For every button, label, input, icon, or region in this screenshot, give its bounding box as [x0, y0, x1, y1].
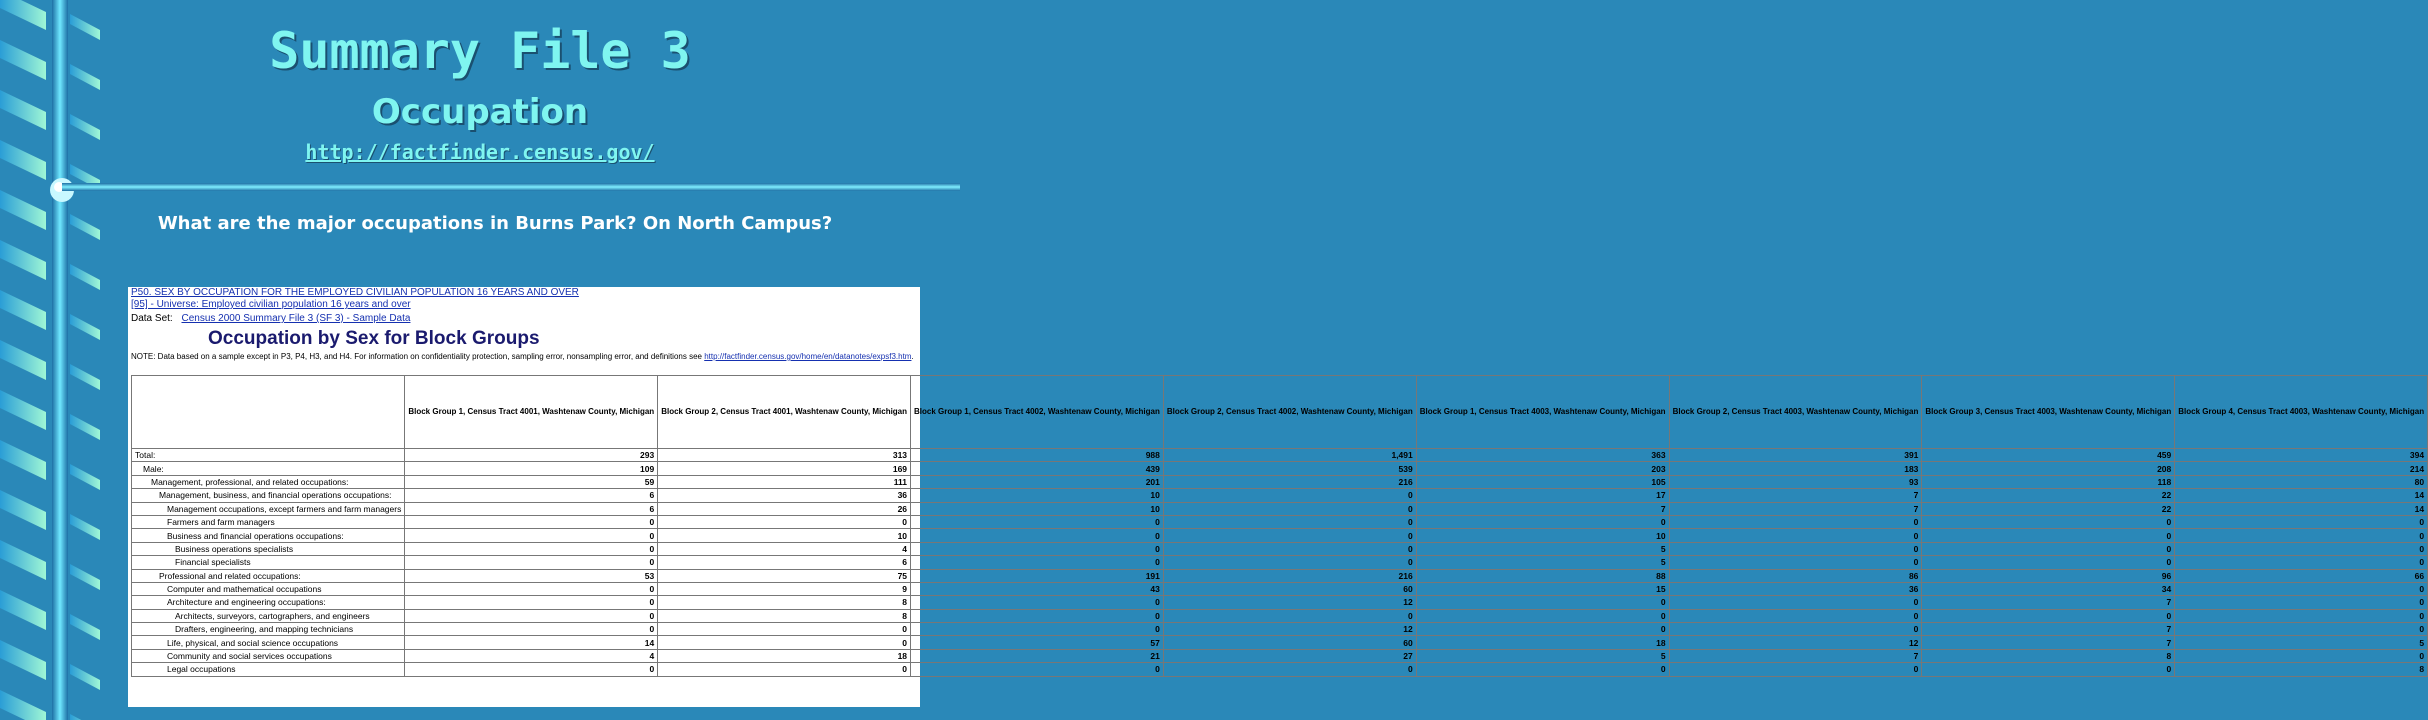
cell-value: 12 [1163, 623, 1416, 636]
cell-value: 8 [2175, 663, 2428, 676]
cell-value: 0 [1669, 596, 1922, 609]
column-header: Block Group 3, Census Tract 4003, Washtenaw County, Michigan [1922, 376, 2175, 449]
cell-value: 1,491 [1163, 449, 1416, 462]
cell-value: 0 [911, 663, 1164, 676]
table-header-link[interactable]: P50. SEX BY OCCUPATION FOR THE EMPLOYED CIVILIAN POPULATION 16 YEARS AND OVER [131, 287, 579, 298]
cell-value: 105 [1416, 475, 1669, 488]
table-row [132, 609, 2428, 622]
cell-value: 0 [911, 515, 1164, 528]
cell-value: 111 [658, 475, 911, 488]
cell-value: 6 [405, 502, 658, 515]
column-header: Block Group 1, Census Tract 4003, Washtenaw County, Michigan [1416, 376, 1669, 449]
cell-value: 57 [911, 636, 1164, 649]
factfinder-link[interactable]: http://factfinder.census.gov/ [305, 140, 655, 164]
data-set-label: Data Set: [131, 313, 173, 324]
url-container [0, 140, 960, 164]
cell-value: 10 [1416, 529, 1669, 542]
cell-value: 0 [1922, 515, 2175, 528]
table-row [132, 542, 2428, 555]
cell-value: 0 [2175, 596, 2428, 609]
block-title: Occupation by Sex for Block Groups [208, 328, 540, 349]
table-row [132, 623, 2428, 636]
cell-value: 0 [911, 609, 1164, 622]
cell-value: 18 [1416, 636, 1669, 649]
cell-value: 7 [1416, 502, 1669, 515]
row-label: Financial specialists [132, 556, 405, 569]
cell-value: 0 [658, 636, 911, 649]
occupation-table [131, 375, 2428, 677]
note-body: NOTE: Data based on a sample except in P3, P4, H3, and H4. For information on confidentiality protection, sampling error, nonsampling error, and definitions see [131, 352, 702, 361]
cell-value: 0 [405, 542, 658, 555]
row-label: Business operations specialists [132, 542, 405, 555]
cell-value: 4 [405, 649, 658, 662]
cell-value: 21 [911, 649, 1164, 662]
cell-value: 7 [1669, 489, 1922, 502]
cell-value: 169 [658, 462, 911, 475]
cell-value: 183 [1669, 462, 1922, 475]
column-header: Block Group 4, Census Tract 4003, Washtenaw County, Michigan [2175, 376, 2428, 449]
cell-value: 0 [658, 515, 911, 528]
cell-value: 4 [658, 542, 911, 555]
cell-value: 0 [1416, 623, 1669, 636]
cell-value: 363 [1416, 449, 1669, 462]
cell-value: 0 [1163, 556, 1416, 569]
cell-value: 216 [1163, 475, 1416, 488]
table-row [132, 449, 2428, 462]
cell-value: 208 [1922, 462, 2175, 475]
cell-value: 14 [2175, 502, 2428, 515]
cell-value: 0 [911, 529, 1164, 542]
universe-link[interactable]: [95] - Universe: Employed civilian population 16 years and over [131, 299, 411, 310]
cell-value: 216 [1163, 569, 1416, 582]
table-header-row [132, 376, 2428, 449]
cell-value: 118 [1922, 475, 2175, 488]
cell-value: 10 [658, 529, 911, 542]
cell-value: 201 [911, 475, 1164, 488]
horizontal-rule [62, 183, 960, 191]
cell-value: 0 [405, 596, 658, 609]
table-row [132, 489, 2428, 502]
cell-value: 53 [405, 569, 658, 582]
cell-value: 109 [405, 462, 658, 475]
cell-value: 15 [1416, 582, 1669, 595]
cell-value: 34 [1922, 582, 2175, 595]
cell-value: 8 [658, 609, 911, 622]
cell-value: 7 [1922, 636, 2175, 649]
note-link[interactable]: http://factfinder.census.gov/home/en/datanotes/expsf3.htm [704, 352, 912, 361]
cell-value: 6 [405, 489, 658, 502]
cell-value: 12 [1163, 596, 1416, 609]
cell-value: 0 [1922, 609, 2175, 622]
row-label: Farmers and farm managers [132, 515, 405, 528]
cell-value: 0 [1922, 556, 2175, 569]
cell-value: 0 [1416, 663, 1669, 676]
cell-value: 14 [2175, 489, 2428, 502]
cell-value: 66 [2175, 569, 2428, 582]
cell-value: 0 [405, 663, 658, 676]
row-label: Total: [132, 449, 405, 462]
cell-value: 26 [658, 502, 911, 515]
cell-value: 0 [658, 663, 911, 676]
cell-value: 0 [1163, 515, 1416, 528]
cell-value: 0 [1922, 529, 2175, 542]
cell-value: 0 [1669, 515, 1922, 528]
cell-value: 0 [1669, 556, 1922, 569]
slide-subtitle: Occupation [371, 92, 589, 132]
cell-value: 5 [2175, 636, 2428, 649]
cell-value: 0 [1669, 609, 1922, 622]
cell-value: 459 [1922, 449, 2175, 462]
cell-value: 0 [1163, 542, 1416, 555]
cell-value: 8 [658, 596, 911, 609]
cell-value: 7 [1922, 596, 2175, 609]
cell-value: 0 [405, 609, 658, 622]
data-set-link[interactable]: Census 2000 Summary File 3 (SF 3) - Sample Data [181, 313, 411, 324]
cell-value: 0 [1416, 515, 1669, 528]
cell-value: 10 [911, 489, 1164, 502]
table-row [132, 663, 2428, 676]
cell-value: 43 [911, 582, 1164, 595]
cell-value: 203 [1416, 462, 1669, 475]
slide-title: Summary File 3 [269, 22, 691, 80]
cell-value: 36 [658, 489, 911, 502]
cell-value: 18 [658, 649, 911, 662]
column-header: Block Group 2, Census Tract 4002, Washtenaw County, Michigan [1163, 376, 1416, 449]
cell-value: 0 [1163, 663, 1416, 676]
cell-value: 27 [1163, 649, 1416, 662]
cell-value: 0 [1669, 623, 1922, 636]
table-row [132, 556, 2428, 569]
row-label: Architecture and engineering occupations: [132, 596, 405, 609]
cell-value: 88 [1416, 569, 1669, 582]
table-row [132, 515, 2428, 528]
cell-value: 8 [1922, 649, 2175, 662]
cell-value: 0 [1163, 529, 1416, 542]
cell-value: 14 [405, 636, 658, 649]
cell-value: 191 [911, 569, 1164, 582]
cell-value: 0 [1163, 502, 1416, 515]
row-label: Management, business, and financial operations occupations: [132, 489, 405, 502]
question-text: What are the major occupations in Burns Park? On North Campus? [157, 213, 833, 234]
table-row [132, 582, 2428, 595]
cell-value: 988 [911, 449, 1164, 462]
cell-value: 75 [658, 569, 911, 582]
table-row [132, 462, 2428, 475]
row-label: Legal occupations [132, 663, 405, 676]
cell-value: 0 [405, 529, 658, 542]
row-label: Professional and related occupations: [132, 569, 405, 582]
cell-value: 0 [2175, 623, 2428, 636]
cell-value: 439 [911, 462, 1164, 475]
row-label: Community and social services occupations [132, 649, 405, 662]
cell-value: 0 [2175, 582, 2428, 595]
cell-value: 86 [1669, 569, 1922, 582]
cell-value: 10 [911, 502, 1164, 515]
column-header: Block Group 1, Census Tract 4002, Washtenaw County, Michigan [911, 376, 1164, 449]
cell-value: 394 [2175, 449, 2428, 462]
cell-value: 17 [1416, 489, 1669, 502]
column-header: Block Group 1, Census Tract 4001, Washtenaw County, Michigan [405, 376, 658, 449]
row-label: Architects, surveyors, cartographers, and engineers [132, 609, 405, 622]
column-header: Block Group 2, Census Tract 4001, Washtenaw County, Michigan [658, 376, 911, 449]
cell-value: 0 [1922, 542, 2175, 555]
cell-value: 0 [405, 582, 658, 595]
table-row [132, 596, 2428, 609]
cell-value: 5 [1416, 649, 1669, 662]
cell-value: 6 [658, 556, 911, 569]
cell-value: 0 [405, 515, 658, 528]
cell-value: 0 [1922, 663, 2175, 676]
cell-value: 0 [658, 623, 911, 636]
cell-value: 0 [911, 542, 1164, 555]
cell-value: 0 [911, 623, 1164, 636]
cell-value: 0 [1416, 609, 1669, 622]
cell-value: 9 [658, 582, 911, 595]
table-row [132, 649, 2428, 662]
cell-value: 0 [1416, 596, 1669, 609]
cell-value: 60 [1163, 582, 1416, 595]
cell-value: 0 [2175, 515, 2428, 528]
cell-value: 539 [1163, 462, 1416, 475]
table-row [132, 502, 2428, 515]
table-row [132, 529, 2428, 542]
cell-value: 7 [1922, 623, 2175, 636]
cell-value: 59 [405, 475, 658, 488]
cell-value: 93 [1669, 475, 1922, 488]
cell-value: 0 [405, 623, 658, 636]
column-header: Block Group 2, Census Tract 4003, Washtenaw County, Michigan [1669, 376, 1922, 449]
cell-value: 0 [2175, 649, 2428, 662]
cell-value: 0 [1669, 542, 1922, 555]
cell-value: 0 [1163, 489, 1416, 502]
census-screenshot [128, 287, 2425, 707]
cell-value: 0 [2175, 529, 2428, 542]
cell-value: 22 [1922, 489, 2175, 502]
row-label: Male: [132, 462, 405, 475]
cell-value: 7 [1669, 502, 1922, 515]
cell-value: 36 [1669, 582, 1922, 595]
cell-value: 80 [2175, 475, 2428, 488]
cell-value: 0 [2175, 556, 2428, 569]
data-set-row [128, 313, 920, 324]
cell-value: 22 [1922, 502, 2175, 515]
cell-value: 0 [2175, 609, 2428, 622]
cell-value: 96 [1922, 569, 2175, 582]
table-row [132, 475, 2428, 488]
table-row [132, 569, 2428, 582]
row-label: Drafters, engineering, and mapping technicians [132, 623, 405, 636]
cell-value: 214 [2175, 462, 2428, 475]
cell-value: 12 [1669, 636, 1922, 649]
table-row [132, 636, 2428, 649]
row-label: Management occupations, except farmers and farm managers [132, 502, 405, 515]
cell-value: 293 [405, 449, 658, 462]
cell-value: 5 [1416, 556, 1669, 569]
cell-value: 0 [911, 556, 1164, 569]
cell-value: 5 [1416, 542, 1669, 555]
note-text: NOTE: Data based on a sample except in P3, P4, H3, and H4. For information on confidentiality protection, sampling error, nonsampling error, and definitions see http://factfinder.census.gov/home/en/datanotes/expsf3.htm. [131, 352, 914, 361]
cell-value: 0 [911, 596, 1164, 609]
cell-value: 391 [1669, 449, 1922, 462]
cell-value: 313 [658, 449, 911, 462]
row-label: Management, professional, and related occupations: [132, 475, 405, 488]
cell-value: 0 [2175, 542, 2428, 555]
row-label: Computer and mathematical occupations [132, 582, 405, 595]
cell-value: 60 [1163, 636, 1416, 649]
cell-value: 0 [1669, 663, 1922, 676]
row-label: Business and financial operations occupations: [132, 529, 405, 542]
cell-value: 0 [1163, 609, 1416, 622]
row-label: Life, physical, and social science occupations [132, 636, 405, 649]
cell-value: 0 [1669, 529, 1922, 542]
cell-value: 7 [1669, 649, 1922, 662]
header-label-cell [132, 376, 405, 449]
cell-value: 0 [405, 556, 658, 569]
